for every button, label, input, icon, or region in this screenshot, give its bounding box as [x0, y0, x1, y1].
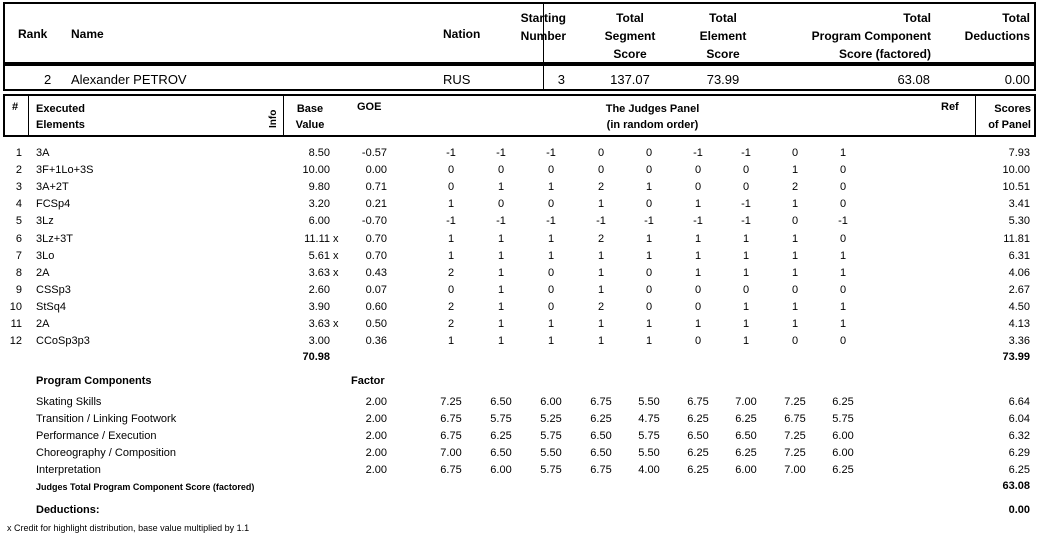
element-row: [0, 267, 1038, 284]
judge-score: 0: [839, 198, 847, 211]
element-goe: 0.71: [365, 181, 387, 194]
element-goe: 0.70: [365, 249, 387, 262]
judge-score: 1: [694, 318, 702, 330]
judge-score: 0: [791, 215, 799, 228]
judge-score: 0: [645, 198, 653, 211]
judge-score: 0: [547, 266, 555, 279]
judge-score: 0: [694, 164, 702, 177]
footnote: x Credit for highlight distribution, base value multiplied by 1.1: [7, 523, 250, 533]
highlight-marker: x: [333, 232, 339, 245]
element-panel-score: 11.81: [1003, 232, 1030, 245]
judge-score: -1: [693, 215, 703, 228]
base-value-header: Base Value: [295, 103, 325, 131]
judge-score: 1: [597, 335, 605, 348]
judge-score: 1: [447, 198, 455, 211]
element-base-value: 3.63: [308, 318, 330, 330]
element-goe: 0.50: [365, 318, 387, 330]
judge-score: -1: [838, 215, 848, 228]
element-row: [0, 215, 1038, 232]
element-base-value: 3.00: [308, 335, 330, 348]
element-base-value: 11.11: [304, 232, 330, 245]
component-factor: 2.00: [365, 396, 387, 408]
judge-score: 1: [839, 266, 847, 279]
judge-score: 0: [497, 164, 505, 177]
judge-component-score: 6.50: [490, 396, 512, 408]
name-header: Name: [71, 27, 104, 41]
judge-score: 1: [742, 232, 750, 245]
judge-component-score: 5.75: [638, 430, 660, 443]
judge-component-score: 7.00: [784, 464, 806, 477]
col-divider-info: [283, 94, 284, 137]
judge-score: 0: [497, 198, 505, 211]
judge-score: 1: [497, 318, 505, 330]
judge-score: 1: [547, 335, 555, 348]
judge-score: 1: [645, 249, 653, 262]
component-panel-score: 6.29: [1008, 447, 1030, 460]
judge-score: 1: [597, 249, 605, 262]
element-row: [0, 301, 1038, 318]
info-header: Info: [268, 109, 279, 128]
judge-score: 0: [694, 283, 702, 296]
component-name: Choreography / Composition: [36, 447, 177, 460]
judge-score: 1: [497, 335, 505, 348]
element-goe: 0.60: [365, 300, 387, 313]
skater-name: Alexander PETROV: [71, 72, 187, 87]
element-name: 3Lz: [36, 215, 54, 228]
judge-score: -1: [546, 215, 556, 228]
judge-score: 1: [694, 266, 702, 279]
judge-score: 1: [694, 249, 702, 262]
judge-component-score: 6.50: [590, 447, 612, 460]
element-base-value: 3.90: [308, 300, 330, 313]
judge-component-score: 6.00: [832, 430, 854, 443]
element-goe: -0.70: [361, 215, 387, 228]
judge-score: 1: [447, 232, 455, 245]
element-panel-score: 3.41: [1008, 198, 1030, 211]
ref-header: Ref: [941, 101, 959, 113]
element-base-value: 3.63: [308, 266, 330, 279]
element-goe: 0.36: [365, 335, 387, 348]
judge-score: -1: [741, 215, 751, 228]
element-number: 2: [15, 164, 22, 177]
judge-component-score: 6.50: [590, 430, 612, 443]
judge-score: -1: [446, 147, 456, 159]
element-row: [0, 147, 1038, 164]
judge-component-score: 6.50: [687, 430, 709, 443]
judge-component-score: 6.50: [735, 430, 757, 443]
judge-score: 1: [597, 266, 605, 279]
judge-score: 0: [791, 335, 799, 348]
judge-score: 0: [839, 335, 847, 348]
judge-score: 1: [597, 198, 605, 211]
judge-component-score: 6.00: [540, 396, 562, 408]
component-name: Interpretation: [36, 464, 101, 477]
judge-component-score: 6.00: [832, 447, 854, 460]
judge-score: 0: [447, 283, 455, 296]
skater-segment-score: 137.07: [610, 72, 650, 87]
judge-score: -1: [596, 215, 606, 228]
judge-score: 1: [742, 266, 750, 279]
element-panel-score: 6.31: [1008, 249, 1030, 262]
judge-score: 2: [447, 300, 455, 313]
judge-score: 1: [839, 300, 847, 313]
judge-score: 1: [497, 232, 505, 245]
judge-score: 1: [547, 232, 555, 245]
skater-nation: RUS: [443, 72, 471, 87]
element-name: 3Lz+3T: [36, 232, 73, 245]
judge-score: 0: [694, 181, 702, 194]
component-panel-score: 6.25: [1008, 464, 1030, 477]
judge-component-score: 6.75: [590, 396, 612, 408]
judge-score: 1: [645, 335, 653, 348]
element-base-value: 6.00: [308, 215, 330, 228]
judge-score: 0: [447, 164, 455, 177]
judge-score: 0: [645, 266, 653, 279]
element-goe: 0.07: [365, 283, 387, 296]
judge-score: 0: [645, 300, 653, 313]
judge-score: 1: [597, 318, 605, 330]
component-row: [0, 413, 1038, 430]
element-name: FCSp4: [36, 198, 71, 211]
component-row: [0, 396, 1038, 413]
element-panel-score: 4.06: [1008, 266, 1030, 279]
judge-score: -1: [741, 198, 751, 211]
element-row: [0, 233, 1038, 250]
element-row: [0, 250, 1038, 267]
element-name: 2A: [36, 266, 50, 279]
judge-component-score: 7.25: [784, 396, 806, 408]
judge-score: 0: [547, 164, 555, 177]
judge-component-score: 6.25: [687, 447, 709, 460]
skater-deductions: 0.00: [1004, 72, 1030, 87]
element-base-value: 8.50: [308, 147, 330, 159]
judge-score: 1: [742, 335, 750, 348]
executed-elements-header: Executed Elements: [36, 103, 85, 131]
judge-component-score: 6.00: [735, 464, 757, 477]
element-name: CSSp3: [36, 283, 71, 296]
component-panel-score: 6.64: [1008, 396, 1030, 408]
starting-number-header: Starting Number: [520, 11, 566, 43]
judge-score: 1: [839, 318, 847, 330]
element-goe: 0.43: [365, 266, 387, 279]
judge-score: 1: [645, 232, 653, 245]
factor-header: Factor: [351, 375, 385, 387]
deductions-value: 0.00: [1008, 504, 1030, 516]
judge-score: 1: [839, 249, 847, 262]
judge-score: 1: [791, 266, 799, 279]
judge-score: -1: [741, 147, 751, 159]
segment-score-header: Total Segment Score: [604, 11, 656, 61]
judge-component-score: 5.75: [832, 413, 854, 426]
judge-score: 1: [742, 318, 750, 330]
judge-score: 1: [791, 164, 799, 177]
judge-score: 1: [791, 232, 799, 245]
judge-score: 2: [597, 300, 605, 313]
element-number: 7: [15, 249, 22, 262]
judge-component-score: 6.25: [735, 413, 757, 426]
program-components-title: Program Components: [36, 375, 152, 387]
judge-score: 1: [597, 283, 605, 296]
element-panel-score: 5.30: [1008, 215, 1030, 228]
element-base-value: 9.80: [308, 181, 330, 194]
element-name: 3Lo: [36, 249, 55, 262]
judge-component-score: 4.75: [638, 413, 660, 426]
highlight-marker: x: [333, 266, 339, 279]
judge-score: -1: [496, 215, 506, 228]
judge-component-score: 5.50: [540, 447, 562, 460]
element-score-header: Total Element Score: [699, 11, 747, 61]
judge-score: -1: [446, 215, 456, 228]
judge-score: 0: [839, 283, 847, 296]
judge-score: 1: [791, 198, 799, 211]
judge-score: 0: [742, 181, 750, 194]
judge-component-score: 7.25: [784, 430, 806, 443]
element-base-value: 5.61: [308, 249, 330, 262]
judge-score: 0: [694, 300, 702, 313]
judge-score: 1: [694, 232, 702, 245]
judge-component-score: 6.75: [687, 396, 709, 408]
component-factor: 2.00: [365, 430, 387, 443]
highlight-marker: x: [333, 249, 339, 262]
skater-pcs: 63.08: [897, 72, 930, 87]
judge-component-score: 6.25: [832, 396, 854, 408]
judge-component-score: 5.75: [490, 413, 512, 426]
judge-score: 1: [791, 249, 799, 262]
component-row: [0, 464, 1038, 481]
judge-component-score: 5.25: [540, 413, 562, 426]
judge-component-score: 6.75: [440, 430, 462, 443]
scores-of-panel-header: Scores of Panel: [988, 103, 1031, 131]
judges-panel-header: The Judges Panel (in random order): [605, 103, 700, 131]
element-number: 10: [9, 300, 22, 313]
component-row: [0, 430, 1038, 447]
element-number: 5: [15, 215, 22, 228]
judge-score: 0: [547, 300, 555, 313]
judge-score: 0: [839, 164, 847, 177]
element-row: [0, 164, 1038, 181]
goe-header: GOE: [357, 101, 382, 113]
judge-component-score: 5.50: [638, 447, 660, 460]
judge-score: 2: [447, 318, 455, 330]
judge-score: 1: [497, 300, 505, 313]
pcs-total-label: Judges Total Program Component Score (factored): [36, 482, 255, 492]
element-goe: 0.21: [365, 198, 387, 211]
judge-component-score: 6.00: [490, 464, 512, 477]
judge-score: 0: [742, 283, 750, 296]
element-number: 6: [15, 232, 22, 245]
element-goe: 0.70: [365, 232, 387, 245]
element-name: 3A+2T: [36, 181, 69, 194]
element-name: 2A: [36, 318, 50, 330]
element-base-value: 3.20: [308, 198, 330, 211]
element-goe: -0.57: [361, 147, 387, 159]
component-factor: 2.00: [365, 447, 387, 460]
judge-score: 0: [597, 164, 605, 177]
judge-score: 2: [597, 181, 605, 194]
pcs-total: 63.08: [1002, 480, 1030, 492]
judge-score: 1: [645, 318, 653, 330]
judge-score: 0: [447, 181, 455, 194]
element-goe: 0.00: [365, 164, 387, 177]
judge-component-score: 6.75: [784, 413, 806, 426]
skater-starting-number: 3: [557, 72, 565, 87]
judge-score: 1: [791, 300, 799, 313]
judge-component-score: 6.75: [590, 464, 612, 477]
element-name: 3A: [36, 147, 50, 159]
judge-score: 2: [447, 266, 455, 279]
element-panel-score: 4.50: [1008, 300, 1030, 313]
judge-component-score: 7.25: [784, 447, 806, 460]
judge-component-score: 5.75: [540, 464, 562, 477]
element-number: 11: [10, 318, 22, 330]
judge-score: 0: [597, 147, 605, 159]
component-panel-score: 6.04: [1008, 413, 1030, 426]
component-factor: 2.00: [365, 464, 387, 477]
elements-header-box: [3, 94, 1036, 137]
element-row: [0, 335, 1038, 352]
element-row: [0, 198, 1038, 215]
element-base-value: 2.60: [308, 283, 330, 296]
judge-score: 1: [497, 283, 505, 296]
judge-score: 0: [694, 335, 702, 348]
rank-header: Rank: [18, 27, 48, 41]
element-base-value: 10.00: [302, 164, 330, 177]
judge-score: -1: [693, 147, 703, 159]
skater-rank: 2: [44, 72, 52, 87]
judge-score: 0: [645, 147, 653, 159]
element-number: 1: [15, 147, 22, 159]
judge-score: 0: [742, 164, 750, 177]
component-name: Transition / Linking Footwork: [36, 413, 177, 426]
judge-score: 2: [597, 232, 605, 245]
judge-component-score: 6.25: [735, 447, 757, 460]
judge-score: 0: [645, 283, 653, 296]
deductions-header: Total Deductions: [964, 11, 1030, 43]
judge-score: 1: [547, 249, 555, 262]
judge-score: 1: [497, 181, 505, 194]
element-number: 4: [15, 198, 22, 211]
judge-score: 1: [742, 300, 750, 313]
element-row: [0, 284, 1038, 301]
judge-component-score: 5.50: [638, 396, 660, 408]
skater-element-score: 73.99: [706, 72, 740, 87]
element-panel-score: 2.67: [1008, 283, 1030, 296]
component-panel-score: 6.32: [1008, 430, 1030, 443]
judge-score: 1: [839, 147, 847, 159]
base-value-total: 70.98: [302, 351, 330, 363]
element-name: StSq4: [36, 300, 66, 313]
element-number: 9: [15, 283, 22, 296]
judge-score: 1: [497, 249, 505, 262]
highlight-marker: x: [333, 318, 339, 330]
judge-component-score: 6.75: [440, 413, 462, 426]
deductions-label: Deductions:: [36, 504, 100, 516]
judge-component-score: 6.25: [832, 464, 854, 477]
element-number: 12: [9, 335, 22, 348]
judge-component-score: 6.25: [590, 413, 612, 426]
judge-component-score: 6.25: [490, 430, 512, 443]
col-divider-num: [28, 94, 29, 137]
judge-score: 1: [742, 249, 750, 262]
num-header: #: [12, 101, 19, 113]
judge-score: 0: [791, 147, 799, 159]
judge-component-score: 7.25: [440, 396, 462, 408]
element-panel-score: 7.93: [1008, 147, 1030, 159]
judge-component-score: 6.25: [687, 464, 709, 477]
element-panel-score: 3.36: [1008, 335, 1030, 348]
component-row: [0, 447, 1038, 464]
judge-score: 2: [791, 181, 799, 194]
judge-component-score: 4.00: [638, 464, 660, 477]
judge-score: 0: [839, 181, 847, 194]
judge-component-score: 6.25: [687, 413, 709, 426]
judge-score: -1: [496, 147, 506, 159]
judge-score: 0: [547, 198, 555, 211]
judge-score: 0: [645, 164, 653, 177]
judge-component-score: 7.00: [735, 396, 757, 408]
judge-score: 0: [547, 283, 555, 296]
judge-component-score: 7.00: [440, 447, 462, 460]
component-factor: 2.00: [365, 413, 387, 426]
judge-score: 1: [791, 318, 799, 330]
element-name: 3F+1Lo+3S: [36, 164, 94, 177]
judge-score: 1: [547, 181, 555, 194]
element-row: [0, 318, 1038, 335]
component-name: Skating Skills: [36, 396, 102, 408]
judge-score: 1: [447, 335, 455, 348]
pcs-header: Total Program Component Score (factored): [811, 11, 931, 61]
judge-component-score: 6.50: [490, 447, 512, 460]
element-name: CCoSp3p3: [36, 335, 90, 348]
judge-score: 0: [791, 283, 799, 296]
judge-score: 1: [547, 318, 555, 330]
element-panel-score: 4.13: [1008, 318, 1030, 330]
judge-component-score: 5.75: [540, 430, 562, 443]
element-panel-score: 10.51: [1002, 181, 1030, 194]
judge-score: 1: [497, 266, 505, 279]
judge-score: -1: [546, 147, 556, 159]
judge-score: 1: [694, 198, 702, 211]
judge-score: 1: [645, 181, 653, 194]
judge-score: -1: [644, 215, 654, 228]
element-number: 8: [15, 266, 22, 279]
component-name: Performance / Execution: [36, 430, 157, 443]
nation-header: Nation: [443, 27, 481, 41]
element-score-total: 73.99: [1002, 351, 1030, 363]
element-panel-score: 10.00: [1002, 164, 1030, 177]
judge-component-score: 6.75: [440, 464, 462, 477]
judge-score: 0: [839, 232, 847, 245]
judge-score: 1: [447, 249, 455, 262]
element-number: 3: [15, 181, 22, 194]
element-row: [0, 181, 1038, 198]
